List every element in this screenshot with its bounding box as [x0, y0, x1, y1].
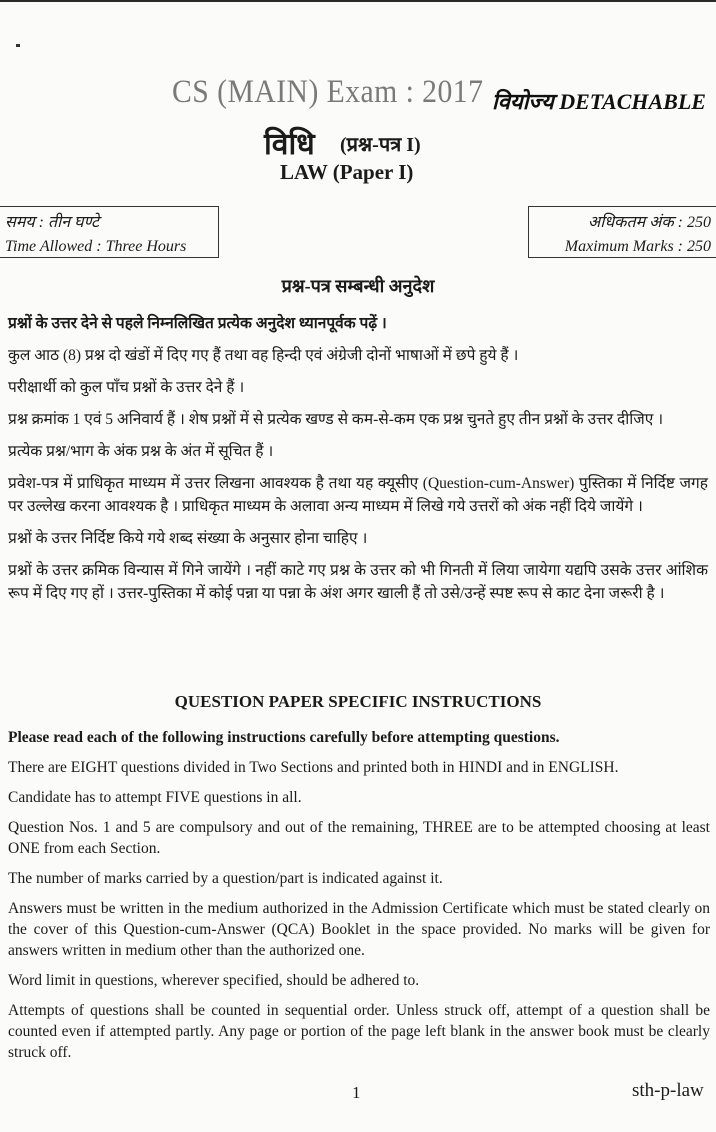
time-allowed-box: [0, 206, 219, 258]
hindi-item: परीक्षार्थी को कुल पाँच प्रश्नों के उत्तर देने हैं ।: [8, 379, 245, 396]
hindi-item: प्रश्नों के उत्तर क्रमिक विन्यास में गिने जायेंगे । नहीं काटे गए प्रश्न के उत्तर को भी गिनती में लिया जायेगा यद्यपि उसके उत्तर आंशिक रूप में दिए गए हों । उत्तर-पुस्तिका में कोई पन्ना या पन्ना के अंश अगर खाली हैं तो उसे/उन्हें स्पष्ट रूप से काट देना जरूरी है ।: [8, 562, 708, 602]
scan-mark: [16, 44, 20, 47]
hindi-instructions: [8, 312, 708, 614]
paper-code: sth-p-law: [632, 1080, 704, 1101]
hindi-item: प्रवेश-पत्र में प्राधिकृत माध्यम में उत्तर लिखना आवश्यक है तथा यह क्यूसीए (Question-cum-Answer) पुस्तिका में निर्दिष्ट जगह पर उल्लेख करना आवश्यक है । प्राधिकृत माध्यम के अलावा अन्य माध्यम में लिखे गये उत्तरों को अंक नहीं दिये जायेंगे ।: [8, 475, 708, 515]
english-item: Answers must be written in the medium authorized in the Admission Certificate which must be stated clearly on the cover of this Question-cum-Answer (QCA) Booklet in the space provided. No marks will be given for answers written in medium other than the authorized one.: [8, 900, 710, 959]
page-number: 1: [352, 1083, 361, 1102]
maximum-marks-english: Maximum Marks : 250: [564, 238, 711, 255]
subject-hindi: विधि: [264, 128, 315, 161]
english-item: Candidate has to attempt FIVE questions in all.: [8, 789, 302, 806]
english-item: The number of marks carried by a question/part is indicated against it.: [8, 870, 443, 887]
english-item: There are EIGHT questions divided in Two Sections and printed both in HINDI and in ENGLISH.: [8, 759, 619, 776]
english-item: Attempts of questions shall be counted in sequential order. Unless struck off, attempt of a question shall be counted even if attempted partly. Any page or portion of the page left blank in the answer book must be clearly struck off.: [8, 1002, 710, 1061]
maximum-marks-hindi: अधिकतम अंक : 250: [587, 214, 711, 231]
hindi-item: प्रश्न क्रमांक 1 एवं 5 अनिवार्य हैं । शेष प्रश्नों में से प्रत्येक खण्ड से कम-से-कम एक प्रश्न चुनते हुए तीन प्रश्नों के उत्तर दीजिए ।: [8, 411, 664, 428]
hindi-intro: प्रश्नों के उत्तर देने से पहले निम्नलिखित प्रत्येक अनुदेश ध्यानपूर्वक पढ़ें ।: [8, 315, 387, 332]
hindi-item: कुल आठ (8) प्रश्न दो खंडों में दिए गए हैं तथा वह हिन्दी एवं अंग्रेजी दोनों भाषाओं में छपे हुये हैं ।: [8, 347, 519, 364]
english-instructions: [8, 727, 710, 1072]
top-border-line: [0, 0, 716, 2]
subject-english: LAW (Paper I): [280, 160, 414, 184]
english-intro: Please read each of the following instructions carefully before attempting questions.: [8, 729, 560, 746]
maximum-marks-box: [528, 206, 716, 258]
exam-title: CS (MAIN) Exam : 2017: [172, 74, 484, 110]
time-allowed-hindi: समय : तीन घण्टे: [5, 214, 100, 231]
detachable-label: [492, 86, 706, 116]
hindi-item: प्रत्येक प्रश्न/भाग के अंक प्रश्न के अंत में सूचित हैं ।: [8, 443, 274, 460]
time-allowed-english: Time Allowed : Three Hours: [5, 238, 187, 255]
hindi-instructions-heading: प्रश्न-पत्र सम्बन्धी अनुदेश: [281, 276, 435, 296]
english-item: Word limit in questions, wherever specified, should be adhered to.: [8, 972, 420, 989]
english-item: Question Nos. 1 and 5 are compulsory and out of the remaining, THREE are to be attempted choosing at least ONE from each Section.: [8, 819, 710, 857]
detachable-hindi: वियोज्य: [492, 89, 554, 114]
english-instructions-heading: QUESTION PAPER SPECIFIC INSTRUCTIONS: [174, 692, 542, 711]
subject-hindi-paper: (प्रश्न-पत्र I): [340, 134, 421, 156]
detachable-english: DETACHABLE: [559, 89, 706, 114]
hindi-item: प्रश्नों के उत्तर निर्दिष्ट किये गये शब्द संख्या के अनुसार होना चाहिए ।: [8, 530, 368, 547]
